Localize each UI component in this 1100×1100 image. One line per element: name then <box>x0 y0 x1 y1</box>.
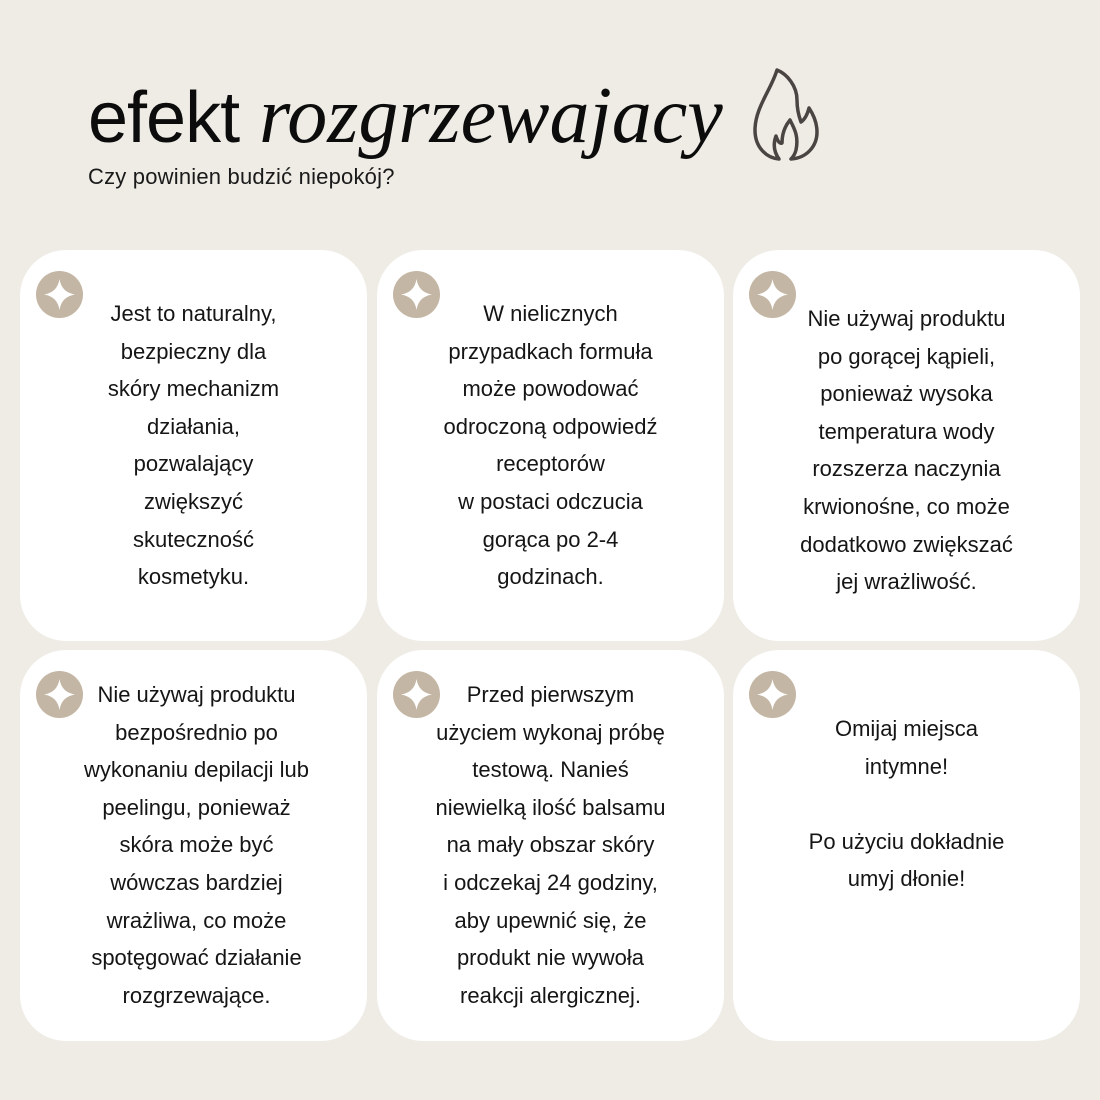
info-card <box>20 250 367 641</box>
card-text: Nie używaj produktu bezpośrednio po wykonaniu depilacji lub peelingu, ponieważ skóra może być wówczas bardziej wrażliwa, co może spotęgować działanie rozgrzewające. <box>83 682 310 1008</box>
flame-icon <box>749 62 821 162</box>
card-text: Nie używaj produktu po gorącej kąpieli, ponieważ wysoka temperatura wody rozszerza naczynia krwionośne, co może dodatkowo zwiększać jej wrażliwość. <box>800 306 1013 595</box>
info-card <box>733 650 1080 1041</box>
title-plain: efekt <box>88 78 240 158</box>
info-card <box>377 250 724 641</box>
info-card <box>733 250 1080 641</box>
page-title <box>88 62 821 162</box>
card-text: W nielicznych przypadkach formuła może powodować odroczoną odpowiedź receptorów w postaci odczucia gorąca po 2-4 godzinach. <box>443 301 658 590</box>
card-text: Jest to naturalny, bezpieczny dla skóry mechanizm działania, pozwalający zwiększyć skuteczność kosmetyku. <box>107 301 280 590</box>
page-subtitle: Czy powinien budzić niepokój? <box>88 164 395 189</box>
card-text: Przed pierwszym użyciem wykonaj próbę testową. Nanieś niewielką ilość balsamu na mały obszar skóry i odczekaj 24 godziny, aby upewnić się, że produkt nie wywoła reakcji alergicznej. <box>435 682 666 1008</box>
card-text: Omijaj miejsca intymne! Po użyciu dokładnie umyj dłonie! <box>808 716 1005 892</box>
sparkle-icon <box>756 678 789 711</box>
info-card <box>20 650 367 1041</box>
info-card <box>377 650 724 1041</box>
title-italic: rozgrzewajacy <box>259 72 723 160</box>
header <box>88 62 821 190</box>
